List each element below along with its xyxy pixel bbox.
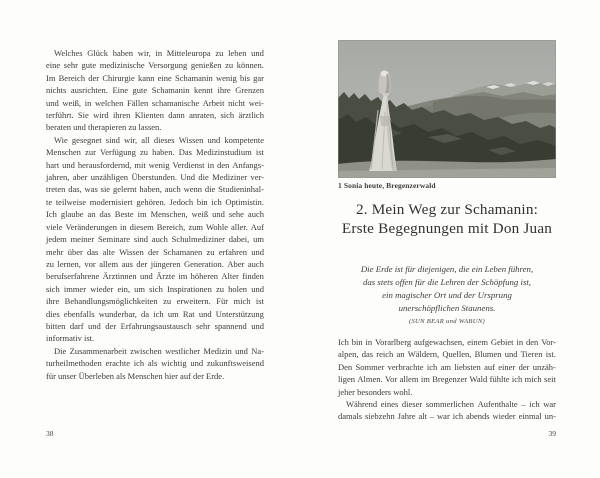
page-number-left: 38 bbox=[46, 429, 54, 438]
left-text-block bbox=[46, 47, 264, 382]
paragraph: Während eines dieser sommerlichen Aufenthalte – ich war damals siebzehn Jahre alt – war ich abends wieder einmal un- bbox=[338, 399, 556, 422]
epigraph-attribution: (SUN BEAR und WABUN) bbox=[408, 318, 486, 325]
chapter-heading-line: Erste Begegnungen mit Don Juan bbox=[341, 219, 553, 237]
paragraph: Welches Glück haben wir, in Mitteleuropa zu leben und eine sehr gute medizinische Versorgung genießen zu können. Im Bereich der Chirurgie kann eine Schamanin wenig bis gar nichts ausrichten. Eine gute Schamanin kennt ihre Grenzen und weiß, in welchen Fällen schamanische Arbeit nicht wei- terführt. Sie wird ihren Klienten dann anraten, sich ärztlich beraten und therapieren zu lassen. bbox=[46, 48, 264, 133]
paragraph: Wie gesegnet sind wir, all dieses Wissen und kompetente Menschen zur Verfügung zu haben. Das Medizinstudium ist hart und herausfordernd, mit wenig Verdienst in den Anfangs- jahren, aber unzähligen Überstunden. Und die Mediziner ver- treten das, was sie gelernt haben, auch wenn die Studieninhal- te teilweise modernisiert gehören. Jedoch bin ich Optimistin. Ich glaube an das Beste im Menschen, weiß und sehe auch viele Veränderungen in diesem Bereich, zum Wohle aller. Auf jedem meiner Seminare sind auch Schulmediziner dabei, um mehr über das alte Wissen der Schamanen zu erfahren und zu lernen, vor allem aus der jüngeren Generation. Aber auch berufserfahrene Ärztinnen und Ärzte im höheren Alter finden sich immer wieder ein, um sich Inspirationen zu holen und ihre Behandlungsmöglichkeiten zu erweitern. Für mich ist dies ebenfalls wunderbar, da ich um Rat und Unterstützung bitten darf und der Erfahrungsaustausch sehr spannend und informativ ist. bbox=[46, 134, 264, 344]
photo-caption: 1 Sonia heute, Bregenzerwald bbox=[338, 181, 436, 190]
chapter-heading bbox=[330, 201, 564, 239]
right-text-block bbox=[338, 336, 556, 423]
paragraph: Ich bin in Vorarlberg aufgewachsen, einem Gebiet in den Vor- alpen, das reich an Wäldern, Quellen, Blumen und Tieren ist. Den Sommer verbrachte ich am liebsten auf einer der unzäh- ligen Almen. Vor allem im Bregenzer Wald fühlte ich mich seit jeher besonders wohl. bbox=[338, 337, 556, 397]
chapter-heading-line: 2. Mein Weg zur Schamanin: bbox=[355, 201, 539, 218]
epigraph: Die Erde ist für diejenigen, die ein Leben führen, das stets offen für die Lehren der Schöpfung ist, ein magischer Ort und der Ursprung unerschöpflichen Staunens. bbox=[360, 264, 534, 313]
paragraph: Die Zusammenarbeit zwischen westlicher Medizin und Na- turheilmethoden erachte ich als wichtig und zukunftsweisend für unser Überleben als Menschen hier auf der Erde. bbox=[46, 345, 264, 381]
photo-sonia-bregenzerwald bbox=[338, 40, 556, 178]
page-number-right: 39 bbox=[548, 429, 556, 438]
mountain-photo-illustration bbox=[338, 40, 556, 178]
